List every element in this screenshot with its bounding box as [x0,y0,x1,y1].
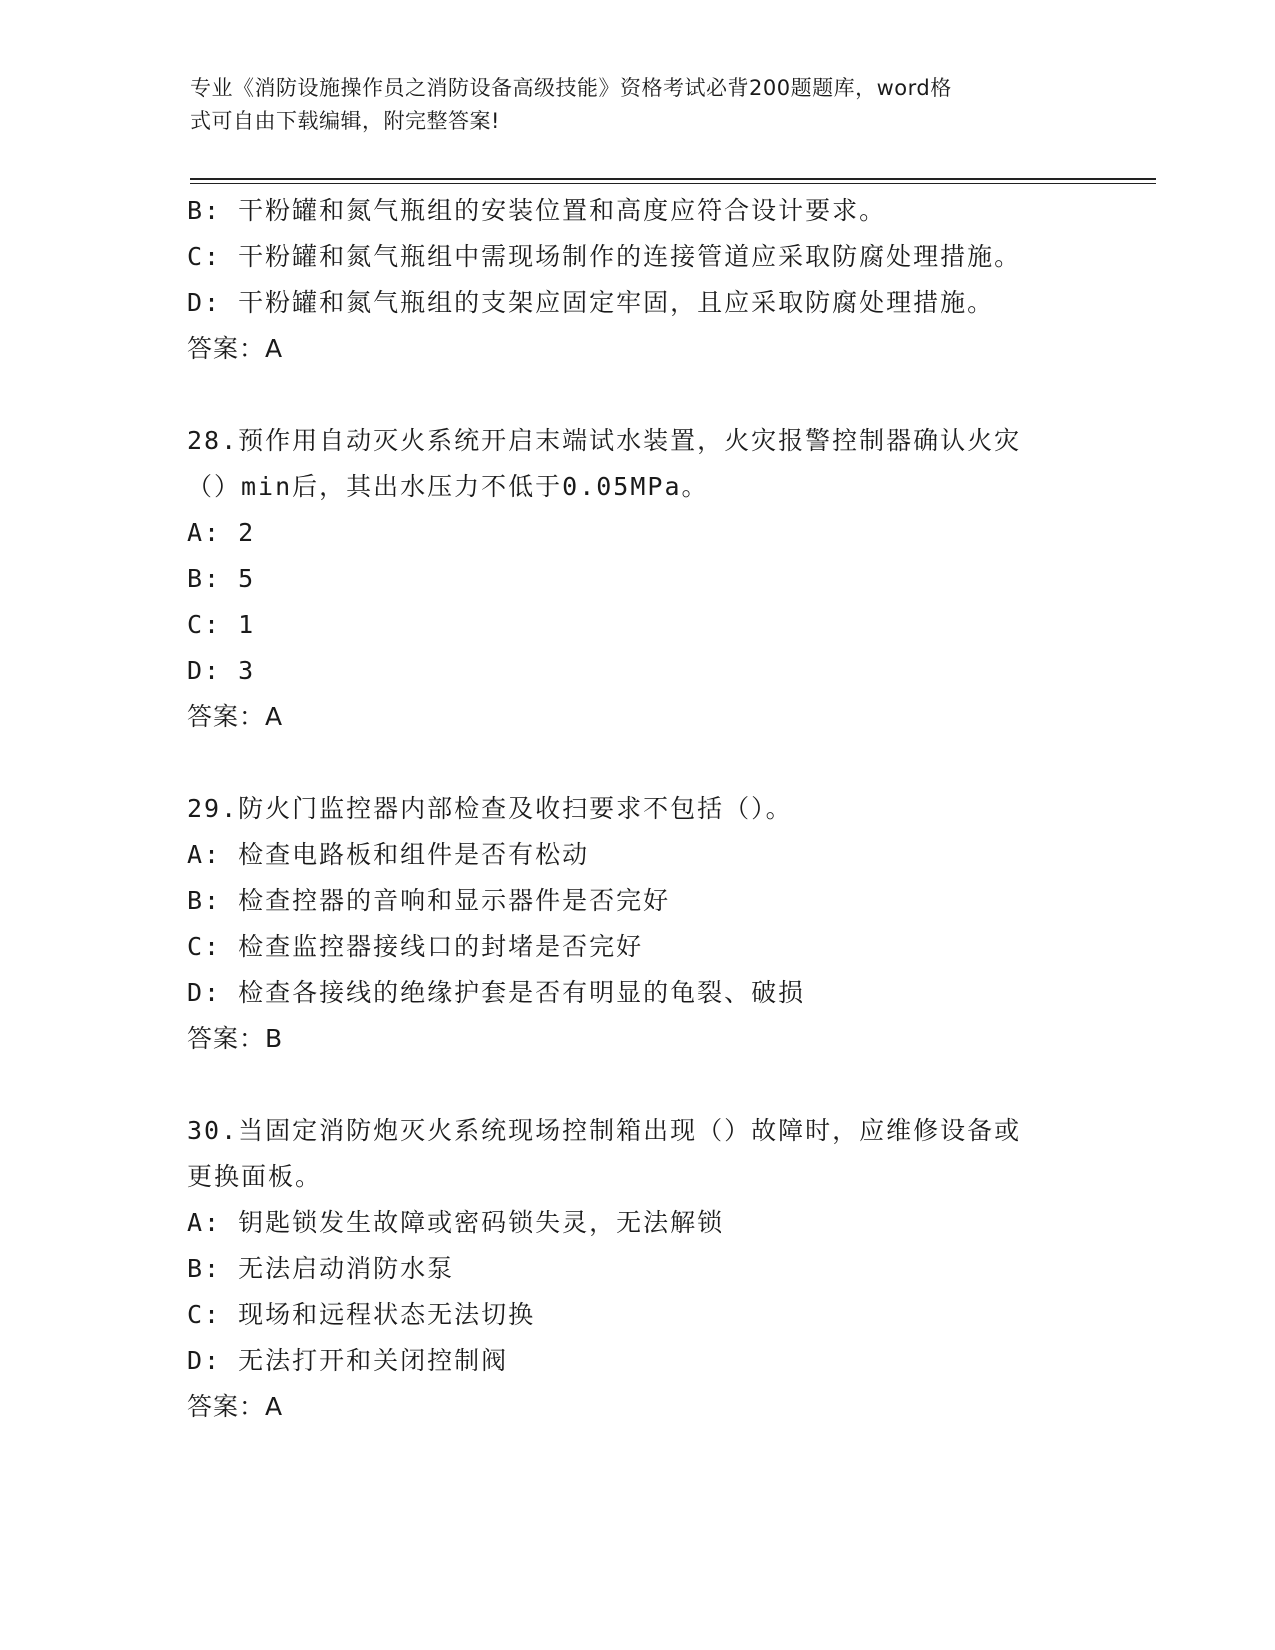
option-d: D: 3 [187,656,256,685]
question-text-cont: （）min后，其出水压力不低于0.05MPa。 [187,472,709,501]
header-line-2: 式可自由下载编辑，附完整答案! [190,109,500,133]
question-text: 30.当固定消防炮灭火系统现场控制箱出现（）故障时，应维修设备或 [187,1116,1022,1145]
option-b: B: 无法启动消防水泵 [187,1254,455,1283]
answer: 答案：A [187,702,284,731]
option-b: B: 5 [187,564,256,593]
option-b: B: 干粉罐和氮气瓶组的安装位置和高度应符合设计要求。 [187,196,887,225]
question-text-cont: 更换面板。 [187,1162,323,1191]
option-c: C: 检查监控器接线口的封堵是否完好 [187,932,644,961]
question-30 [187,1108,1087,1430]
option-a: A: 检查电路板和组件是否有松动 [187,840,590,869]
header-rule-thin [190,183,1156,184]
spacer [187,1062,1087,1108]
option-b: B: 检查控器的音响和显示器件是否完好 [187,886,671,915]
document-header [190,72,1070,138]
header-line-1: 专业《消防设施操作员之消防设备高级技能》资格考试必背200题题库，word格 [190,76,952,100]
option-c: C: 1 [187,610,256,639]
question-text: 28.预作用自动灭火系统开启末端试水装置，火灾报警控制器确认火灾 [187,426,1022,455]
spacer [187,372,1087,418]
option-d: D: 无法打开和关闭控制阀 [187,1346,509,1375]
option-c: C: 现场和远程状态无法切换 [187,1300,536,1329]
prev-question [187,188,1087,372]
option-a: A: 2 [187,518,256,547]
answer: 答案：A [187,334,284,363]
question-text: 29.防火门监控器内部检查及收扫要求不包括（）。 [187,794,793,823]
question-29 [187,786,1087,1062]
spacer [187,740,1087,786]
question-28 [187,418,1087,740]
answer: 答案：B [187,1024,284,1053]
option-d: D: 检查各接线的绝缘护套是否有明显的龟裂、破损 [187,978,806,1007]
header-rule [190,178,1156,180]
option-d: D: 干粉罐和氮气瓶组的支架应固定牢固，且应采取防腐处理措施。 [187,288,995,317]
option-a: A: 钥匙锁发生故障或密码锁失灵，无法解锁 [187,1208,725,1237]
answer: 答案：A [187,1392,284,1421]
option-c: C: 干粉罐和氮气瓶组中需现场制作的连接管道应采取防腐处理措施。 [187,242,1022,271]
question-list [187,188,1087,1430]
